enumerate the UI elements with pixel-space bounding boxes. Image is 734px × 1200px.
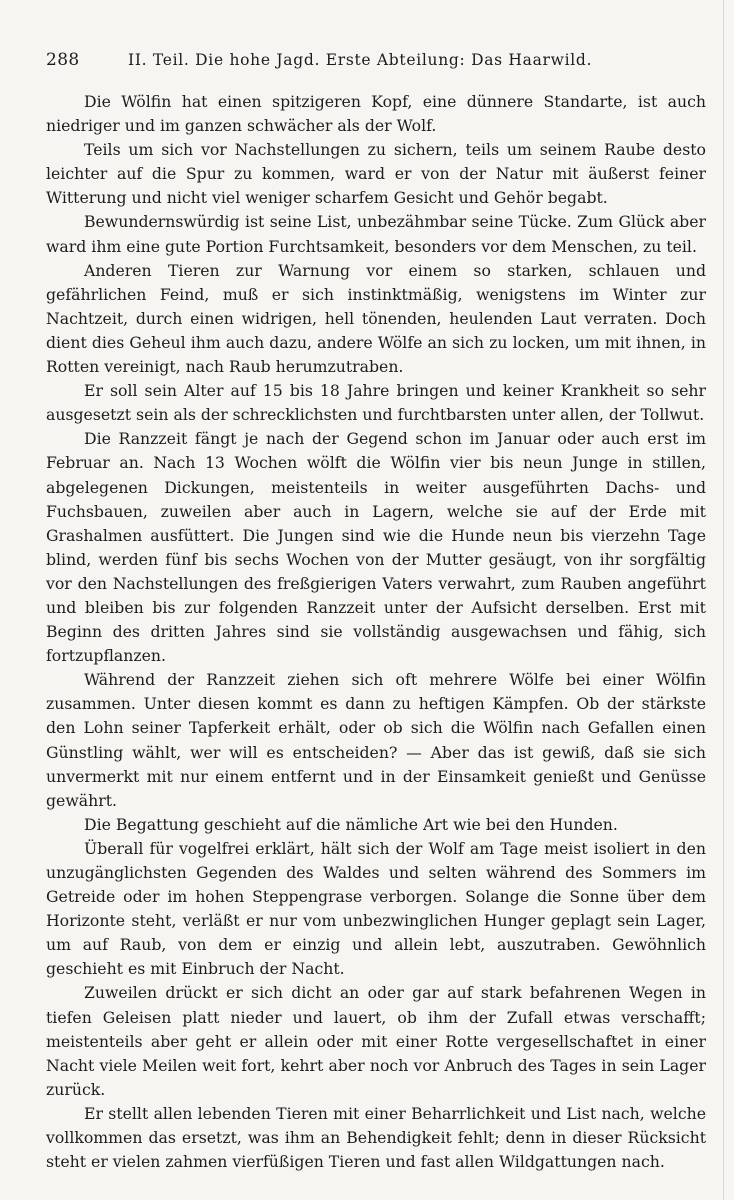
paragraph: Überall für vogelfrei erklärt, hält sich der Wolf am Tage meist isoliert in den unzugänglichsten Gegenden des Waldes und selten während des Sommers im Getreide oder im hohen Steppengrase verborgen. Solange die Sonne über dem Horizonte steht, verläßt er nur vom unbezwinglichen Hunger geplagt sein Lager, um auf Raub, von dem er einzig und allein lebt, auszutraben. Gewöhnlich geschieht es mit Einbruch der Nacht. <box>46 838 706 979</box>
paragraph: Während der Ranzzeit ziehen sich oft mehrere Wölfe bei einer Wölfin zusammen. Unter diesen kommt es dann zu heftigen Kämpfen. Ob der stärkste den Lohn seiner Tapferkeit erhält, oder ob sich die Wölfin nach Gefallen einen Günstling wählt, wer will es entscheiden? — Aber das ist gewiß, daß sie sich unvermerkt mit nur einem entfernt und in der Einsamkeit genießt und Genüsse gewährt. <box>46 670 706 810</box>
page-number: 288 <box>46 50 80 70</box>
paragraph: Teils um sich vor Nachstellungen zu sichern, teils um seinem Raube desto leichter auf die Spur zu kommen, ward er von der Natur mit äußerst feiner Witterung und nicht viel weniger scharfem Gesicht und Gehör begabt. <box>46 140 706 208</box>
running-head: II. Teil. Die hohe Jagd. Erste Abteilung: Das Haarwild. <box>128 51 593 69</box>
paragraph: Die Ranzzeit fängt je nach der Gegend schon im Januar oder auch erst im Februar an. Nach 13 Wochen wölft die Wölfin vier bis neun Junge in stillen, abgelegenen Dickungen, meistenteils in weiter ausgeführten Dachs- und Fuchsbauen, zuweilen aber auch in Lagern, welche sie auf der Erde mit Grashalmen ausfüttert. Die Jungen sind wie die Hunde neun bis vierzehn Tage blind, werden fünf bis sechs Wochen von der Mutter gesäugt, von ihr sorgfältig vor den Nachstellungen des freßgierigen Vaters verwahrt, zum Rauben angeführt und bleiben bis zur folgenden Ranzzeit unter der Aufsicht derselben. Erst mit Beginn des dritten Jahres sind sie vollständig ausgewachsen und fähig, sich fortzupflanzen. <box>46 429 706 666</box>
page-header <box>46 50 706 90</box>
paragraph: Anderen Tieren zur Warnung vor einem so starken, schlauen und gefährlichen Feind, muß er sich instinktmäßig, wenigstens im Winter zur Nachtzeit, durch einen widrigen, hell tönenden, heulenden Laut verraten. Doch dient dies Geheul ihm auch dazu, andere Wölfe an sich zu locken, um mit ihnen, in Rotten vereinigt, nach Raub herumzutraben. <box>46 260 706 377</box>
paragraph: Er soll sein Alter auf 15 bis 18 Jahre bringen und keiner Krankheit so sehr ausgesetzt sein als der schrecklichsten und furchtbarsten unter allen, der Tollwut. <box>46 381 706 425</box>
paragraph: Zuweilen drückt er sich dicht an oder gar auf stark befahrenen Wegen in tiefen Geleisen platt nieder und lauert, ob ihm der Zufall etwas verschafft; meistenteils aber geht er allein oder mit einer Rotte vergesellschaftet in einer Nacht viele Meilen weit fort, kehrt aber noch vor Anbruch des Tages in sein Lager zurück. <box>46 983 706 1099</box>
page-edge-line <box>723 0 724 1200</box>
paragraph: Die Wölfin hat einen spitzigeren Kopf, eine dünnere Standarte, ist auch niedriger und im ganzen schwächer als der Wolf. <box>46 92 706 136</box>
paragraph: Er stellt allen lebenden Tieren mit einer Beharrlichkeit und List nach, welche vollkommen das ersetzt, was ihm an Behendigkeit fehlt; denn in dieser Rücksicht steht er vielen zahmen vierfüßigen Tieren und fast allen Wildgattungen nach. <box>46 1103 706 1172</box>
body-text <box>46 90 706 1174</box>
paragraph: Die Begattung geschieht auf die nämliche Art wie bei den Hunden. <box>84 814 618 834</box>
paragraph: Bewundernswürdig ist seine List, unbezähmbar seine Tücke. Zum Glück aber ward ihm eine gute Portion Furchtsamkeit, besonders vor dem Menschen, zu teil. <box>46 212 706 256</box>
